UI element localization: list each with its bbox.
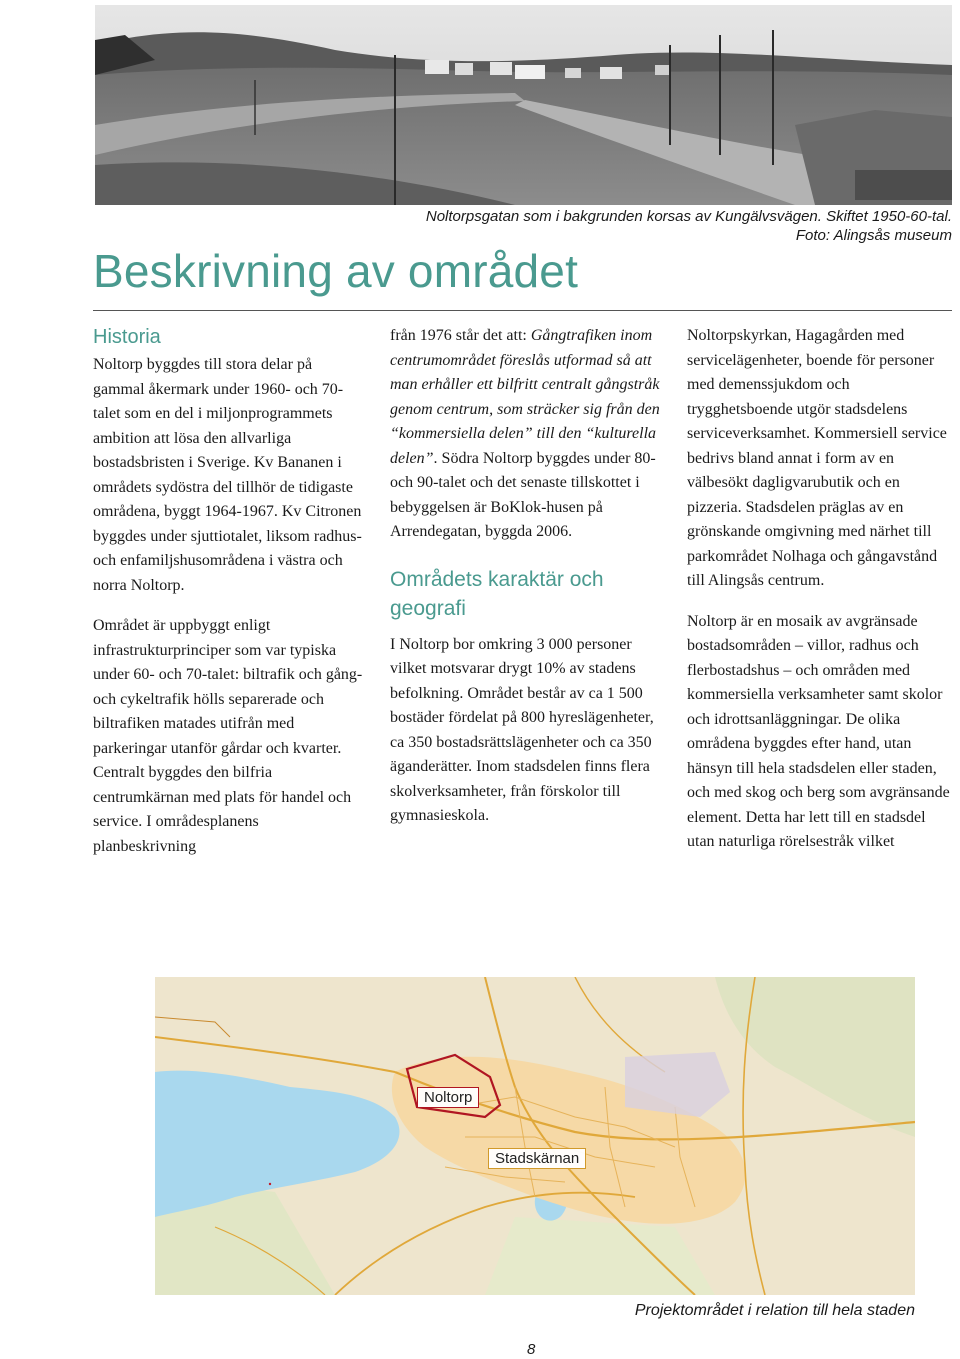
paragraph-lead-in: från 1976 står det att:: [390, 327, 531, 344]
planbeskrivning-paragraph: [390, 324, 665, 545]
map-caption: Projektområdet i relation till hela staden: [634, 1302, 915, 1319]
photo-caption: [426, 207, 952, 245]
historia-paragraph-2: Området är uppbyggt enligt infrastrukturprinciper som var typiska under 60- och 70-talet: biltrafik och gång- och cykeltrafik hölls separerade och biltrafiken matades utifrån med parkeringar utanför gårdar och kvarter. Centralt byggdes den bilfria centrumkärnan med plats för handel och service. I områdesplanens planbeskrivning: [93, 617, 363, 855]
page-title: Beskrivning av området: [93, 245, 579, 297]
historia-paragraph-1: Noltorp byggdes till stora delar på gammal åkermark under 1960- och 70-talet som en del i miljonprogrammets ambition att lösa den allvarliga bostadsbristen i Sverige. Kv Bananen i områdets sydöstra del tillhör de tidigaste områdena, byggt 1964-1967. Kv Citronen byggdes under sjuttiotalet, liksom radhus-och enfamiljshusområdena i västra och norra Noltorp.: [93, 356, 362, 594]
section-heading-historia: Historia: [93, 326, 161, 348]
photo-caption-credit: Foto: Alingsås museum: [795, 227, 952, 244]
map-label-noltorp: Noltorp: [417, 1087, 479, 1108]
historical-photo: [95, 5, 952, 205]
text-column-1: [93, 324, 363, 859]
map-label-stadskarnan: Stadskärnan: [488, 1148, 586, 1169]
text-column-2: [390, 324, 665, 829]
mosaik-paragraph: Noltorp är en mosaik av avgränsade bostadsområden – villor, radhus och flerbostadshus – och områden med kommersiella verksamheter samt skolor och idrottsanläggningar. De olika områdena byggdes efter hand, utan hänsyn till hela stadsdelen eller staden, och med skog och berg som avgränsande element. Detta har lett till en stadsdel utan naturliga rörelsestråk vilket: [687, 612, 950, 850]
page-number: 8: [527, 1341, 536, 1358]
title-divider: [93, 310, 952, 311]
karaktar-paragraph: I Noltorp bor omkring 3 000 personer vilket motsvarar drygt 10% av stadens befolkning. Området består av ca 1 500 bostäder fördelat på 800 hyreslägenheter, ca 350 bostadsrättslägenheter och ca 350 äganderätter. Inom stadsdelen finns flera skolverksamheter, från förskolor till gymnasieskola.: [390, 635, 654, 824]
city-map-drawing: [155, 977, 915, 1295]
historical-photo-drawing: [95, 5, 952, 205]
city-map: [155, 977, 915, 1295]
photo-caption-line1: Noltorpsgatan som i bakgrunden korsas av Kungälvsvägen. Skiftet 1950-60-tal.: [425, 208, 952, 225]
service-paragraph: Noltorpskyrkan, Hagagården med servicelägenheter, boende för personer med demenssjukdom och trygghetsboende utgör stadsdelens serviceverksamhet. Kommersiell service bedrivs bland annat i form av en välbesökt dagligvarubutik och en pizzeria. Stadsdelen präglas av en grönskande omgivning med närhet till parkområdet Nolhaga och gångavstånd till Alingsås centrum.: [687, 327, 947, 589]
section-heading-karaktar: Områdets karaktär och geografi: [390, 567, 604, 620]
text-column-3: [687, 324, 957, 855]
plan-quote: Gångtrafiken inom centrumområdet föreslås utformad så att man erhåller ett bilfritt centralt gångstråk genom centrum, som sträcker sig från den “kommersiella delen” till den “kulturella delen”: [390, 327, 660, 467]
paragraph-continuation: . Södra Noltorp byggdes under 80- och 90-talet och det senaste tillskottet i bebyggelsen är BoKlok-husen på Arrendegatan, byggda 2006.: [390, 449, 656, 540]
